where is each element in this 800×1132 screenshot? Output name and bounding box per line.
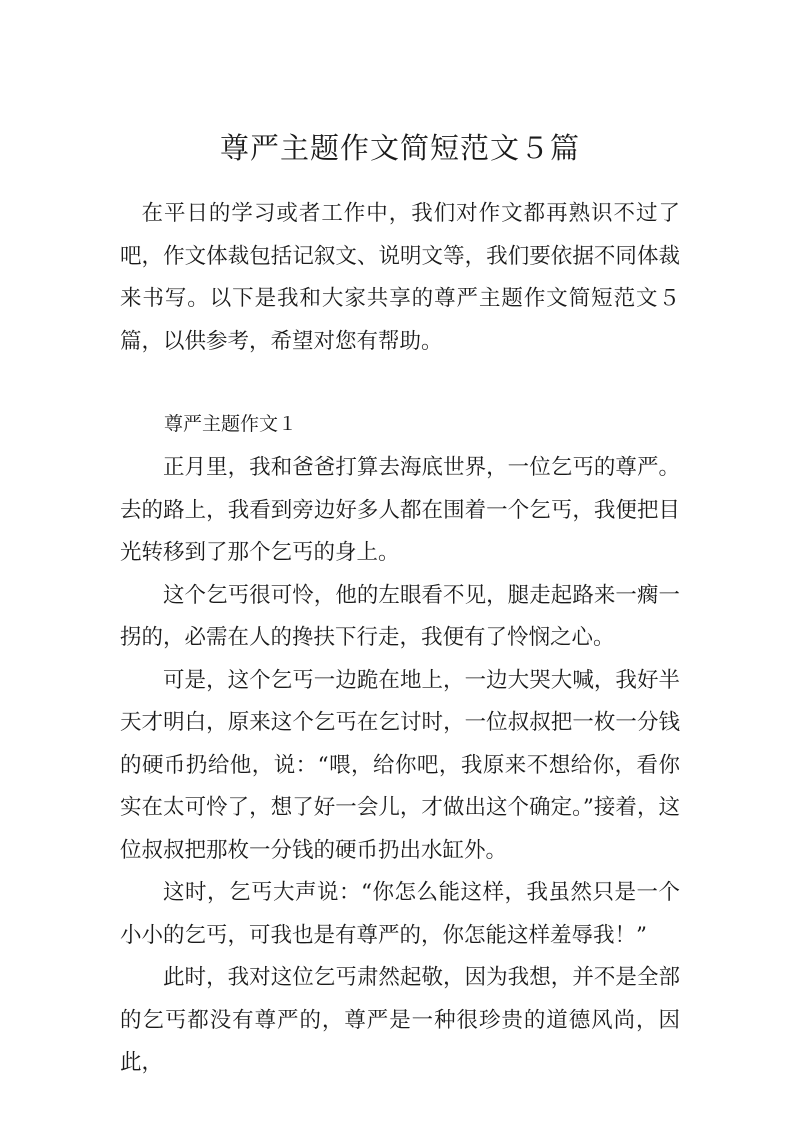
- document-title: 尊严主题作文简短范文５篇: [219, 131, 580, 165]
- essay-paragraph: 这个乞丐很可怜，他的左眼看不见，腿走起路来一瘸一拐的，必需在人的搀扶下行走，我便有了怜悯之心。: [120, 582, 680, 650]
- essay-body: [120, 447, 680, 1085]
- section-title: 尊严主题作文１: [164, 413, 298, 435]
- essay-paragraph: 此时，我对这位乞丐肃然起敬，因为我想，并不是全部的乞丐都没有尊严的，尊严是一种很珍贵的道德风尚，因此，: [120, 965, 680, 1075]
- essay-paragraph: 正月里，我和爸爸打算去海底世界，一位乞丐的尊严。去的路上，我看到旁边好多人都在围着一个乞丐，我便把目光转移到了那个乞丐的身上。: [120, 455, 680, 565]
- essay-paragraph: 可是，这个乞丐一边跪在地上，一边大哭大喊，我好半天才明白，原来这个乞丐在乞讨时，一位叔叔把一枚一分钱的硬币扔给他，说：“喂，给你吧，我原来不想给你，看你实在太可怜了，想了好一会儿，才做出这个确定。”接着，这位叔叔把那枚一分钱的硬币扔出水缸外。: [120, 667, 680, 863]
- intro-paragraph: 在平日的学习或者工作中，我们对作文都再熟识不过了吧，作文体裁包括记叙文、说明文等，我们要依据不同体裁来书写。以下是我和大家共享的尊严主题作文简短范文５篇，以供参考，希望对您有帮助。: [120, 201, 680, 354]
- essay-paragraph: 这时，乞丐大声说：“你怎么能这样，我虽然只是一个小小的乞丐，可我也是有尊严的，你怎能这样羞辱我！”: [120, 880, 680, 948]
